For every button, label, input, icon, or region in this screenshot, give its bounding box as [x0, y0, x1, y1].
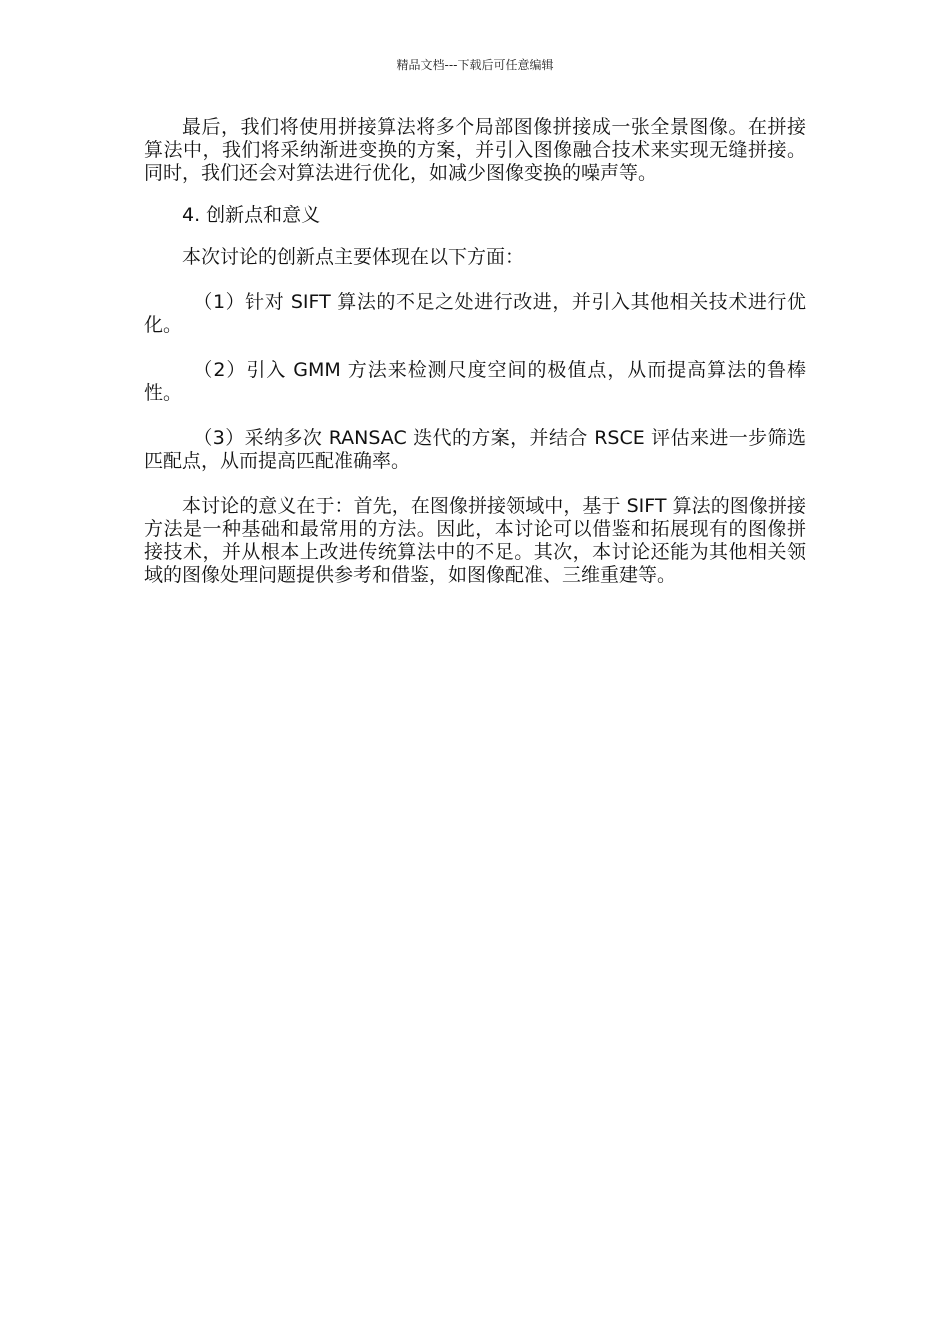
paragraph-stitching: 最后，我们将使用拼接算法将多个局部图像拼接成一张全景图像。在拼接算法中，我们将采纳渐进变换的方案，并引入图像融合技术来实现无缝拼接。同时，我们还会对算法进行优化，如减少图像变换的噪声等。: [144, 116, 806, 184]
section-heading-innovation: 4. 创新点和意义: [182, 204, 321, 226]
document-body: [144, 116, 806, 587]
paragraph-innovation-intro: 本次讨论的创新点主要体现在以下方面：: [182, 246, 525, 268]
page-header: 精品文档---下载后可任意编辑: [396, 58, 554, 72]
innovation-item-1: （1）针对 SIFT 算法的不足之处进行改进，并引入其他相关技术进行优化。: [144, 291, 806, 336]
innovation-item-2: （2）引入 GMM 方法来检测尺度空间的极值点，从而提高算法的鲁棒性。: [144, 359, 806, 404]
innovation-item-3: （3）采纳多次 RANSAC 迭代的方案，并结合 RSCE 评估来进一步筛选匹配点，从而提高匹配准确率。: [144, 427, 806, 472]
paragraph-significance: 本讨论的意义在于：首先，在图像拼接领域中，基于 SIFT 算法的图像拼接方法是一种基础和最常用的方法。因此，本讨论可以借鉴和拓展现有的图像拼接技术，并从根本上改进传统算法中的不足。其次，本讨论还能为其他相关领域的图像处理问题提供参考和借鉴，如图像配准、三维重建等。: [144, 495, 806, 586]
